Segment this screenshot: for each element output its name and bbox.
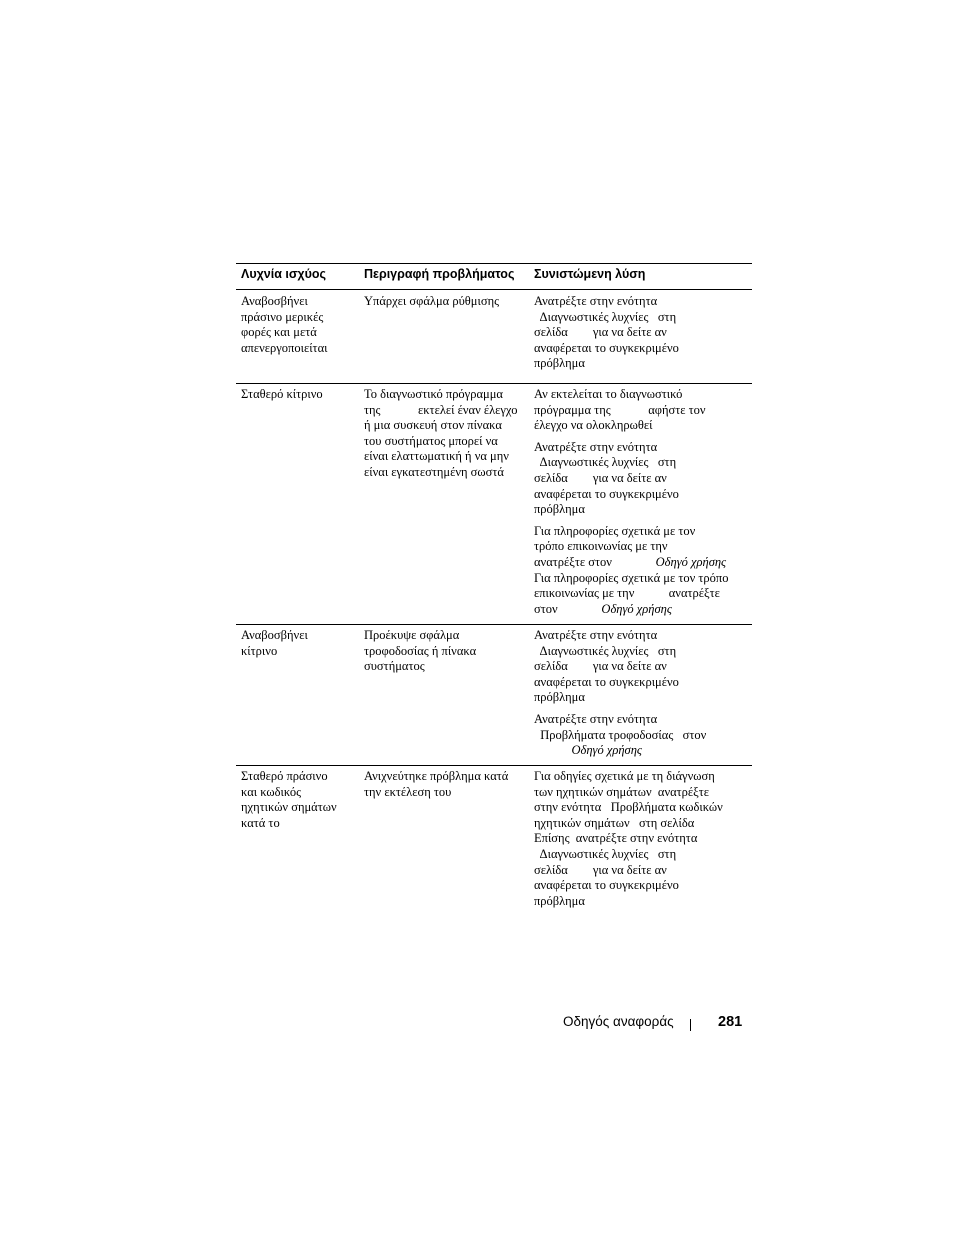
cell-text-line: ανατρέξτε στον Οδηγό χρήσης (534, 554, 727, 569)
cell-text-line: Ανατρέξτε στην ενότητα (534, 711, 658, 726)
cell-text-line: πρόβλημα (534, 502, 585, 517)
cell-text-line: του συστήματος μπορεί να (364, 433, 498, 448)
cell-text-line: ηχητικών σημάτων (241, 800, 337, 815)
cell-text-line: Σταθερό πράσινο (241, 769, 328, 783)
header-problem-description: Περιγραφή προβλήματος (364, 267, 515, 281)
italic-reference: Οδηγό χρήσης (601, 601, 672, 616)
cell-text-line: σελίδα για να δείτε αν (534, 325, 667, 340)
power-light-cell (241, 387, 359, 403)
cell-text-line: στην ενότητα Προβλήματα κωδικών (534, 800, 723, 815)
cell-text-line: συστήματος (364, 659, 425, 674)
recommended-solution-cell (534, 294, 750, 372)
power-light-table (236, 263, 752, 916)
cell-text-line: Υπάρχει σφάλμα ρύθμισης (364, 294, 500, 308)
cell-text-line: σελίδα για να δείτε αν (534, 470, 667, 485)
cell-text-line: Αναβοσβήνει (241, 628, 308, 642)
solution-paragraph (534, 769, 750, 909)
cell-text-line: Διαγνωστικές λυχνίες στη (534, 846, 677, 861)
cell-text-line: Διαγνωστικές λυχνίες στη (534, 643, 677, 658)
problem-description-cell (364, 769, 528, 800)
cell-text-line: Για πληροφορίες σχετικά με τον (534, 523, 696, 538)
cell-text-line: τρόπο επικοινωνίας με την (534, 539, 668, 554)
table-row (236, 290, 752, 384)
problem-description-cell (364, 294, 528, 310)
recommended-solution-cell (534, 387, 750, 617)
solution-paragraph (534, 712, 750, 759)
solution-paragraph (534, 524, 750, 618)
footer-title: Οδηγός αναφοράς (563, 1014, 674, 1029)
cell-text-line: τροφοδοσίας ή πίνακα (364, 643, 477, 658)
cell-text-line: κατά το (241, 815, 280, 830)
power-light-cell (241, 628, 359, 659)
cell-text-line: κίτρινο (241, 643, 278, 658)
cell-text-line: Το διαγνωστικό πρόγραμμα (364, 387, 503, 401)
recommended-solution-cell (534, 769, 750, 909)
cell-text-line: Για οδηγίες σχετικά με τη διάγνωση (534, 769, 715, 783)
header-recommended-solution: Συνιστώμενη λύση (534, 267, 646, 281)
cell-text-line: φορές και μετά (241, 325, 317, 340)
cell-text-line: Ανατρέξτε στην ενότητα (534, 628, 658, 642)
cell-text-line: των ηχητικών σημάτων ανατρέξτε (534, 784, 710, 799)
cell-text-line: Διαγνωστικές λυχνίες στη (534, 455, 677, 470)
cell-text-line: πρόβλημα (534, 893, 585, 908)
cell-text-line: και κωδικός (241, 784, 302, 799)
power-light-cell (241, 769, 359, 831)
table-row (236, 766, 752, 916)
cell-text-line: της εκτελεί έναν έλεγχο (364, 402, 518, 417)
cell-text-line: στον Οδηγό χρήσης (534, 601, 672, 616)
cell-text-line: σελίδα για να δείτε αν (534, 862, 667, 877)
recommended-solution-cell (534, 628, 750, 759)
cell-text-line: Αν εκτελείται το διαγνωστικό (534, 387, 683, 401)
cell-text-line: απενεργοποιείται (241, 340, 328, 355)
cell-text-line: Για πληροφορίες σχετικά με τον τρόπο (534, 570, 729, 585)
page-number: 281 (718, 1014, 743, 1030)
cell-text-line (534, 743, 750, 759)
cell-text-line: σελίδα για να δείτε αν (534, 659, 667, 674)
cell-text-line: αναφέρεται το συγκεκριμένο (534, 340, 679, 355)
cell-text-line: πράσινο μερικές (241, 309, 324, 324)
solution-paragraph (534, 440, 750, 518)
cell-text-line: ή μια συσκευή στον πίνακα (364, 418, 502, 433)
cell-text-line: Ανατρέξτε στην ενότητα (534, 439, 658, 454)
cell-text-line: επικοινωνίας με την ανατρέξτε (534, 586, 720, 601)
cell-text-line: έλεγχο να ολοκληρωθεί (534, 418, 653, 433)
cell-text-line: Ανατρέξτε στην ενότητα (534, 294, 658, 308)
cell-text-line: αναφέρεται το συγκεκριμένο (534, 674, 679, 689)
solution-paragraph (534, 387, 750, 434)
italic-reference: Οδηγό χρήσης (655, 554, 727, 569)
cell-text-line: αναφέρεται το συγκεκριμένο (534, 486, 679, 501)
problem-description-cell (364, 387, 528, 481)
cell-text-line: πρόβλημα (534, 690, 585, 705)
cell-text-line: είναι ελαττωματική ή να μην (364, 449, 509, 464)
table-header (236, 263, 752, 290)
table-row (236, 384, 752, 625)
footer-separator (690, 1019, 691, 1031)
cell-text-line: Επίσης ανατρέξτε στην ενότητα (534, 831, 698, 846)
cell-text-line: Σταθερό κίτρινο (241, 387, 323, 401)
problem-description-cell (364, 628, 528, 675)
cell-text-line: είναι εγκατεστημένη σωστά (364, 464, 504, 479)
solution-paragraph (534, 628, 750, 706)
cell-text-line: Προέκυψε σφάλμα (364, 628, 460, 642)
cell-text-line: Διαγνωστικές λυχνίες στη (534, 309, 677, 324)
power-light-cell (241, 294, 359, 356)
cell-text-line: την εκτέλεση του (364, 784, 452, 799)
cell-text-line: αναφέρεται το συγκεκριμένο (534, 878, 679, 893)
cell-text-line: Αναβοσβήνει (241, 294, 308, 308)
cell-text-line: πρόβλημα (534, 356, 585, 371)
header-power-light: Λυχνία ισχύος (241, 267, 327, 281)
cell-text-line: Ανιχνεύτηκε πρόβλημα κατά (364, 769, 509, 783)
table-row (236, 625, 752, 766)
cell-text-line: Προβλήματα τροφοδοσίας στον (534, 727, 707, 742)
solution-paragraph (534, 294, 750, 372)
italic-reference: Οδηγό χρήσης (571, 743, 642, 758)
cell-text-line: ηχητικών σημάτων στη σελίδα (534, 815, 695, 830)
cell-text-line: πρόγραμμα της αφήστε τον (534, 402, 706, 417)
